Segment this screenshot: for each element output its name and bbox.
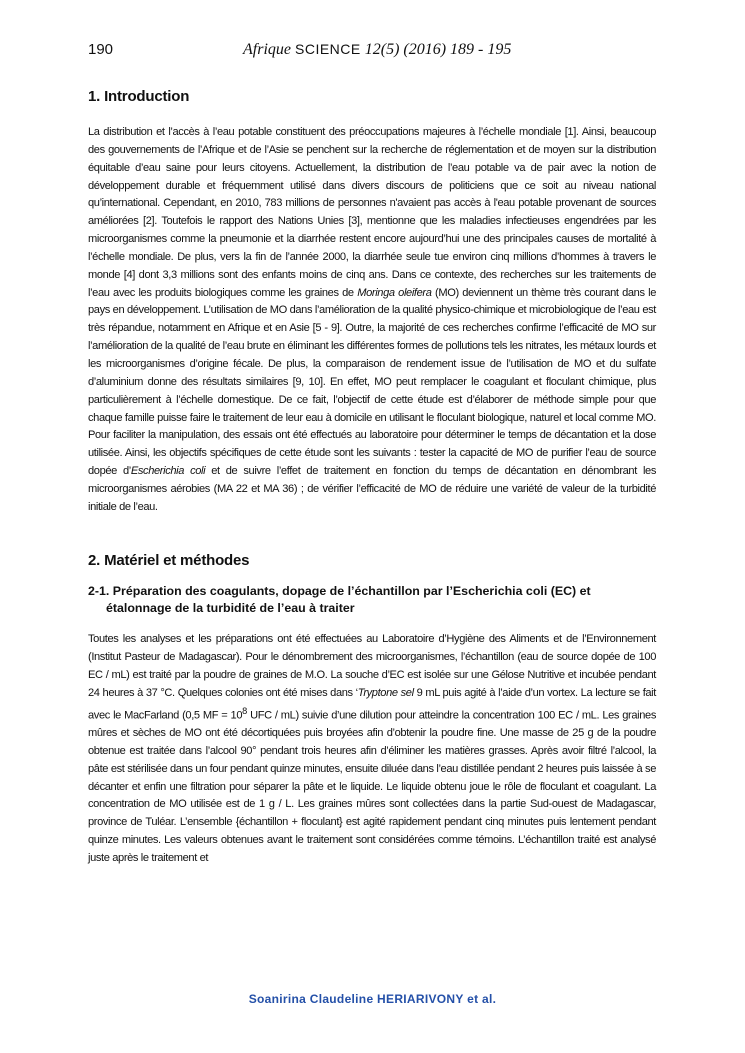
- methods-text-part-2: 9 mL puis agité à l’aide d’un vortex. La lecture se fait avec le MacFarland (0,5 MF = 10: [88, 686, 656, 722]
- methods-paragraph: [88, 631, 656, 868]
- subsection-heading-2-1: 2-1. Préparation des coagulants, dopage de l’échantillon par l’Escherichia coli (EC) et étalonnage de la turbidité de l’eau à traiter: [88, 583, 591, 616]
- footer-authors: Soanirina Claudeline HERIARIVONY et al.: [248, 992, 497, 1006]
- article-body: [88, 88, 656, 868]
- running-header: [88, 41, 658, 65]
- ecoli-species-name: Escherichia coli: [130, 465, 206, 478]
- section-heading-methods: 2. Matériel et méthodes: [88, 551, 250, 569]
- methods-text-part-1: Toutes les analyses et les préparations ont été effectuées au Laboratoire d’Hygiène des Aliments et de l’Environnement (Institut Pasteur de Madagascar). Pour le dénombrement des microorganismes, l’échantillon (eau de source dopée de 100 EC / mL) est traité par la poudre de graines de M.O. La souche d’EC est isolée sur une Gélose Nutritive et incubée pendant 24 heures à 37 °C. Quelques colonies ont été mises dans ‘: [88, 633, 656, 699]
- methods-text-part-3: UFC / mL) suivie d’une dilution pour atteindre la concentration 100 EC / mL. Les graines mûres et sèches de MO ont été décortiquées puis broyées afin d’obtenir la poudre fine. Une masse de 25 g de la poudre obtenue est traitée dans l’alcool 90° pendant trois heures afin d’éliminer les matières grasses. Après avoir filtré l’alcool, la pâte est stérilisée dans un four pendant quinze minutes, ensuite diluée dans l’eau distillée pendant 2 heures puis laissée à se décanter et enfin une filtration pour séparer la pâte et le liquide. Le liquide obtenu joue le rôle de floculant et coagulant. La concentration de MO utilisée est de 1 g / L. Les graines mûres sont collectées dans la partie Sud-ouest de Madagascar, province de Tuléar. L’ensemble {échantillon + floculant} est agité rapidement pendant cinq minutes puis lentement pendant quinze minutes. Les valeurs obtenues avant le traitement sont considérées comme témoins. L’échantillon traité est analysé juste après le traitement et: [88, 709, 656, 864]
- moringa-species-name: Moringa oleifera: [357, 286, 432, 299]
- journal-citation: [243, 41, 511, 59]
- tryptone-sel-term: Tryptone sel: [357, 686, 414, 699]
- intro-text-part-2: (MO) deviennent un thème très courant dans le pays en développement. L’utilisation de MO dans l’amélioration de la qualité physico-chimique et microbiologique de l’eau est très répandue, notamment en Afrique et en Asie [5 - 9]. Outre, la majorité de ces recherches confirme l’efficacité de MO sur l’amélioration de la qualité de l’eau brute en éliminant les différentes formes de pollutions tels les nitrates, les métaux lourds et les microorganismes d’origine fécale. De plus, la comparaison de rendement issue de l’utilisation de MO et du sulfate d’aluminium donne des résultats similaires [9, 10]. En effet, MO peut remplacer le coagulant et floculant chimique, plus particulièrement à l’échelle domestique. De ce fait, l’objectif de cette étude est d’élaborer de méthode simple pour que chaque famille puisse faire le traitement de leur eau à domicile en utilisant le floculant biologique, naturel et local comme MO. Pour faciliter la manipulation, des essais ont été effectués au laboratoire pour déterminer le temps de décantation et la dose utilisée. Ainsi, les objectifs spécifiques de cette étude sont les suivants : tester la capacité de MO de purifier l’eau de source dopée d’: [88, 286, 657, 478]
- page-number: 190: [88, 41, 114, 58]
- section-heading-introduction: 1. Introduction: [88, 88, 190, 105]
- journal-volume: 12(5) (2016) 189 - 195: [364, 41, 512, 58]
- journal-name-science: SCIENCE: [295, 41, 361, 57]
- introduction-paragraph: [88, 124, 656, 517]
- intro-text-part-1: La distribution et l’accès à l’eau potable constituent des préoccupations majeures à l’échelle mondiale [1]. Ainsi, beaucoup des gouvernements de l’Afrique et de l’Asie se penchent sur la recherche de réglementation et de moyen sur la distribution équitable d’eau saine pour leurs citoyens. Actuellement, la distribution de l’eau potable va de pair avec la notion de développement durable et fréquemment utilisé dans divers discours de politiciens que ce soit au niveau national qu’international. Cependant, en 2010, 783 millions de personnes n'avaient pas accès à l'eau potable provenant de sources améliorées [2]. Toutefois le rapport des Nations Unies [3], mentionne que les maladies infectieuses engendrées par les microorganismes comme la pneumonie et la diarrhée restent encore aujourd’hui une des principales causes de mortalité à l’échelle mondiale. De plus, vers la fin de l’année 2000, la diarrhée seule tue environ cinq millions d’hommes à travers le monde [4] dont 3,3 millions sont des enfants moins de cinq ans. Dans ce contexte, des recherches sur les traitements de l’eau avec les produits biologiques comme les graines de: [88, 126, 656, 299]
- intro-text-part-3: et de suivre l’effet de traitement en fonction du temps de décantation en dénombrant les microorganismes aérobies (MA 22 et MA 36) ; de vérifier l’efficacité de MO de réduire une variété de valeur de la turbidité initiale de l’eau.: [88, 465, 656, 513]
- journal-name-afrique: Afrique: [243, 41, 291, 58]
- exponent-8: 8: [242, 705, 247, 716]
